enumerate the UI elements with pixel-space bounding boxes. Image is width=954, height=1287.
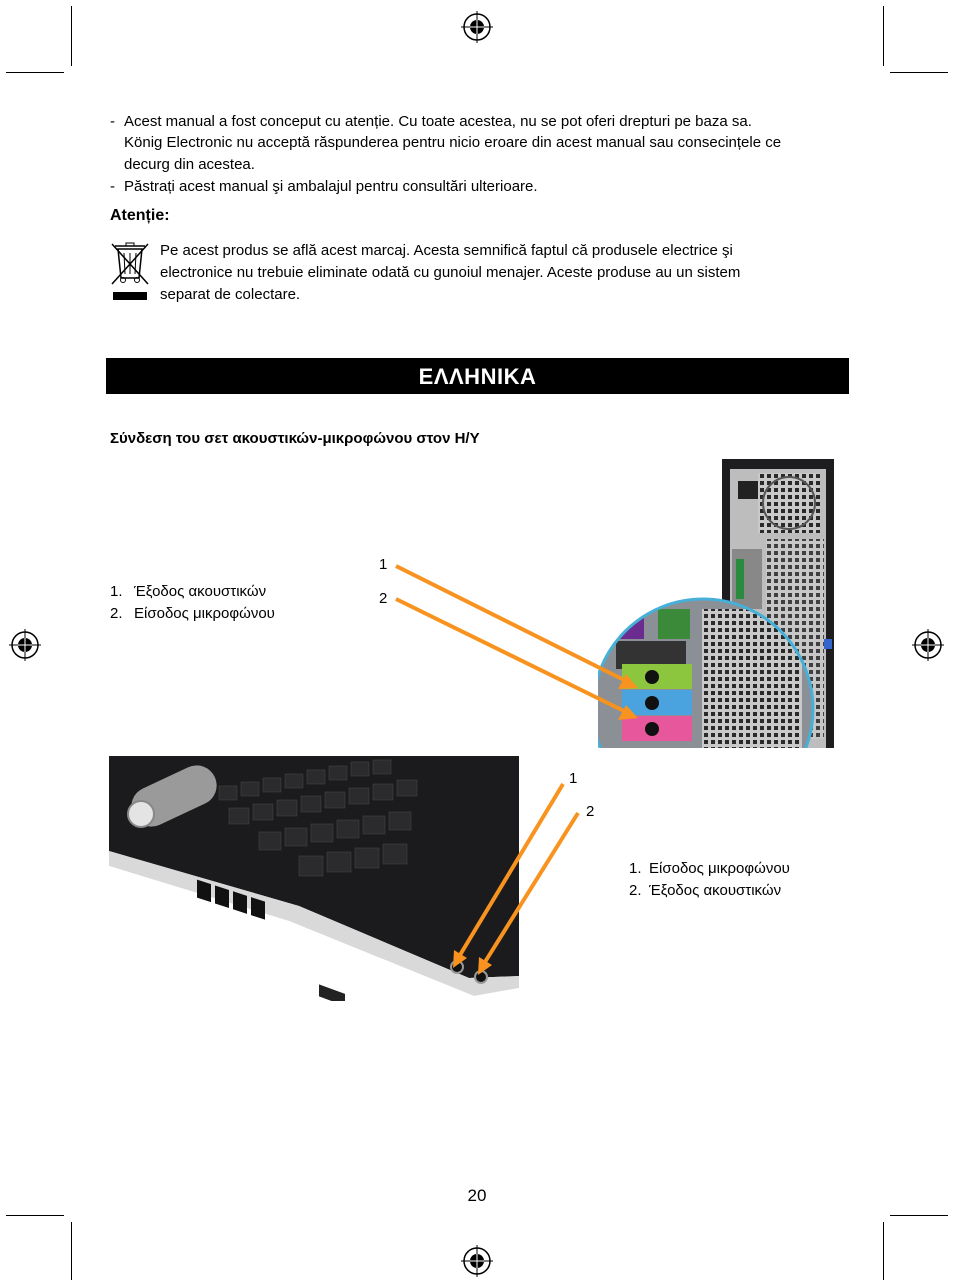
arrow-label-1: 1 [569, 770, 578, 787]
list-number: 1. [110, 583, 123, 600]
bullet-text-line: Păstrați acest manual şi ambalajul pentru consultări ulterioare. [124, 178, 538, 195]
attention-heading: Atenție: [110, 207, 170, 224]
bullet-dash: - [110, 113, 115, 130]
list-text: Είσοδος μικροφώνου [134, 605, 275, 622]
bullet-text-line: König Electronic nu acceptă răspunderea pentru nicio eroare din acest manual sau consecințele ce [124, 134, 782, 151]
arrow-label-2: 2 [379, 590, 388, 607]
list-number: 1. [629, 860, 642, 877]
bullet-text-line: Acest manual a fost conceput cu atenție. Cu toate acestea, nu se pot oferi drepturi pe baza sa. [124, 113, 752, 130]
list-text: Είσοδος μικροφώνου [649, 860, 790, 877]
list-number: 2. [629, 882, 642, 899]
page-number: 20 [467, 1186, 487, 1205]
list-item [629, 858, 790, 880]
list-text: Έξοδος ακουστικών [649, 882, 782, 899]
section-subheading: Σύνδεση του σετ ακουστικών-μικροφώνου στον Η/Υ [110, 430, 480, 447]
bullet-dash: - [110, 178, 115, 195]
weee-text-line: Pe acest produs se află acest marcaj. Acesta semnifică faptul că produsele electrice şi [160, 242, 733, 259]
weee-text-line: separat de colectare. [160, 286, 301, 303]
list-text: Έξοδος ακουστικών [134, 583, 267, 600]
arrow-label-2: 2 [586, 803, 595, 820]
weee-text-line: electronice nu trebuie eliminate odată cu gunoiul menajer. Aceste produse au un sistem [160, 264, 741, 281]
section-title-bar: ΕΛΛΗΝΙΚΑ [106, 358, 849, 394]
list-item [629, 880, 781, 902]
arrow-label-1: 1 [379, 556, 388, 573]
bullet-text-line: decurg din acestea. [124, 156, 255, 173]
list-number: 2. [110, 605, 123, 622]
